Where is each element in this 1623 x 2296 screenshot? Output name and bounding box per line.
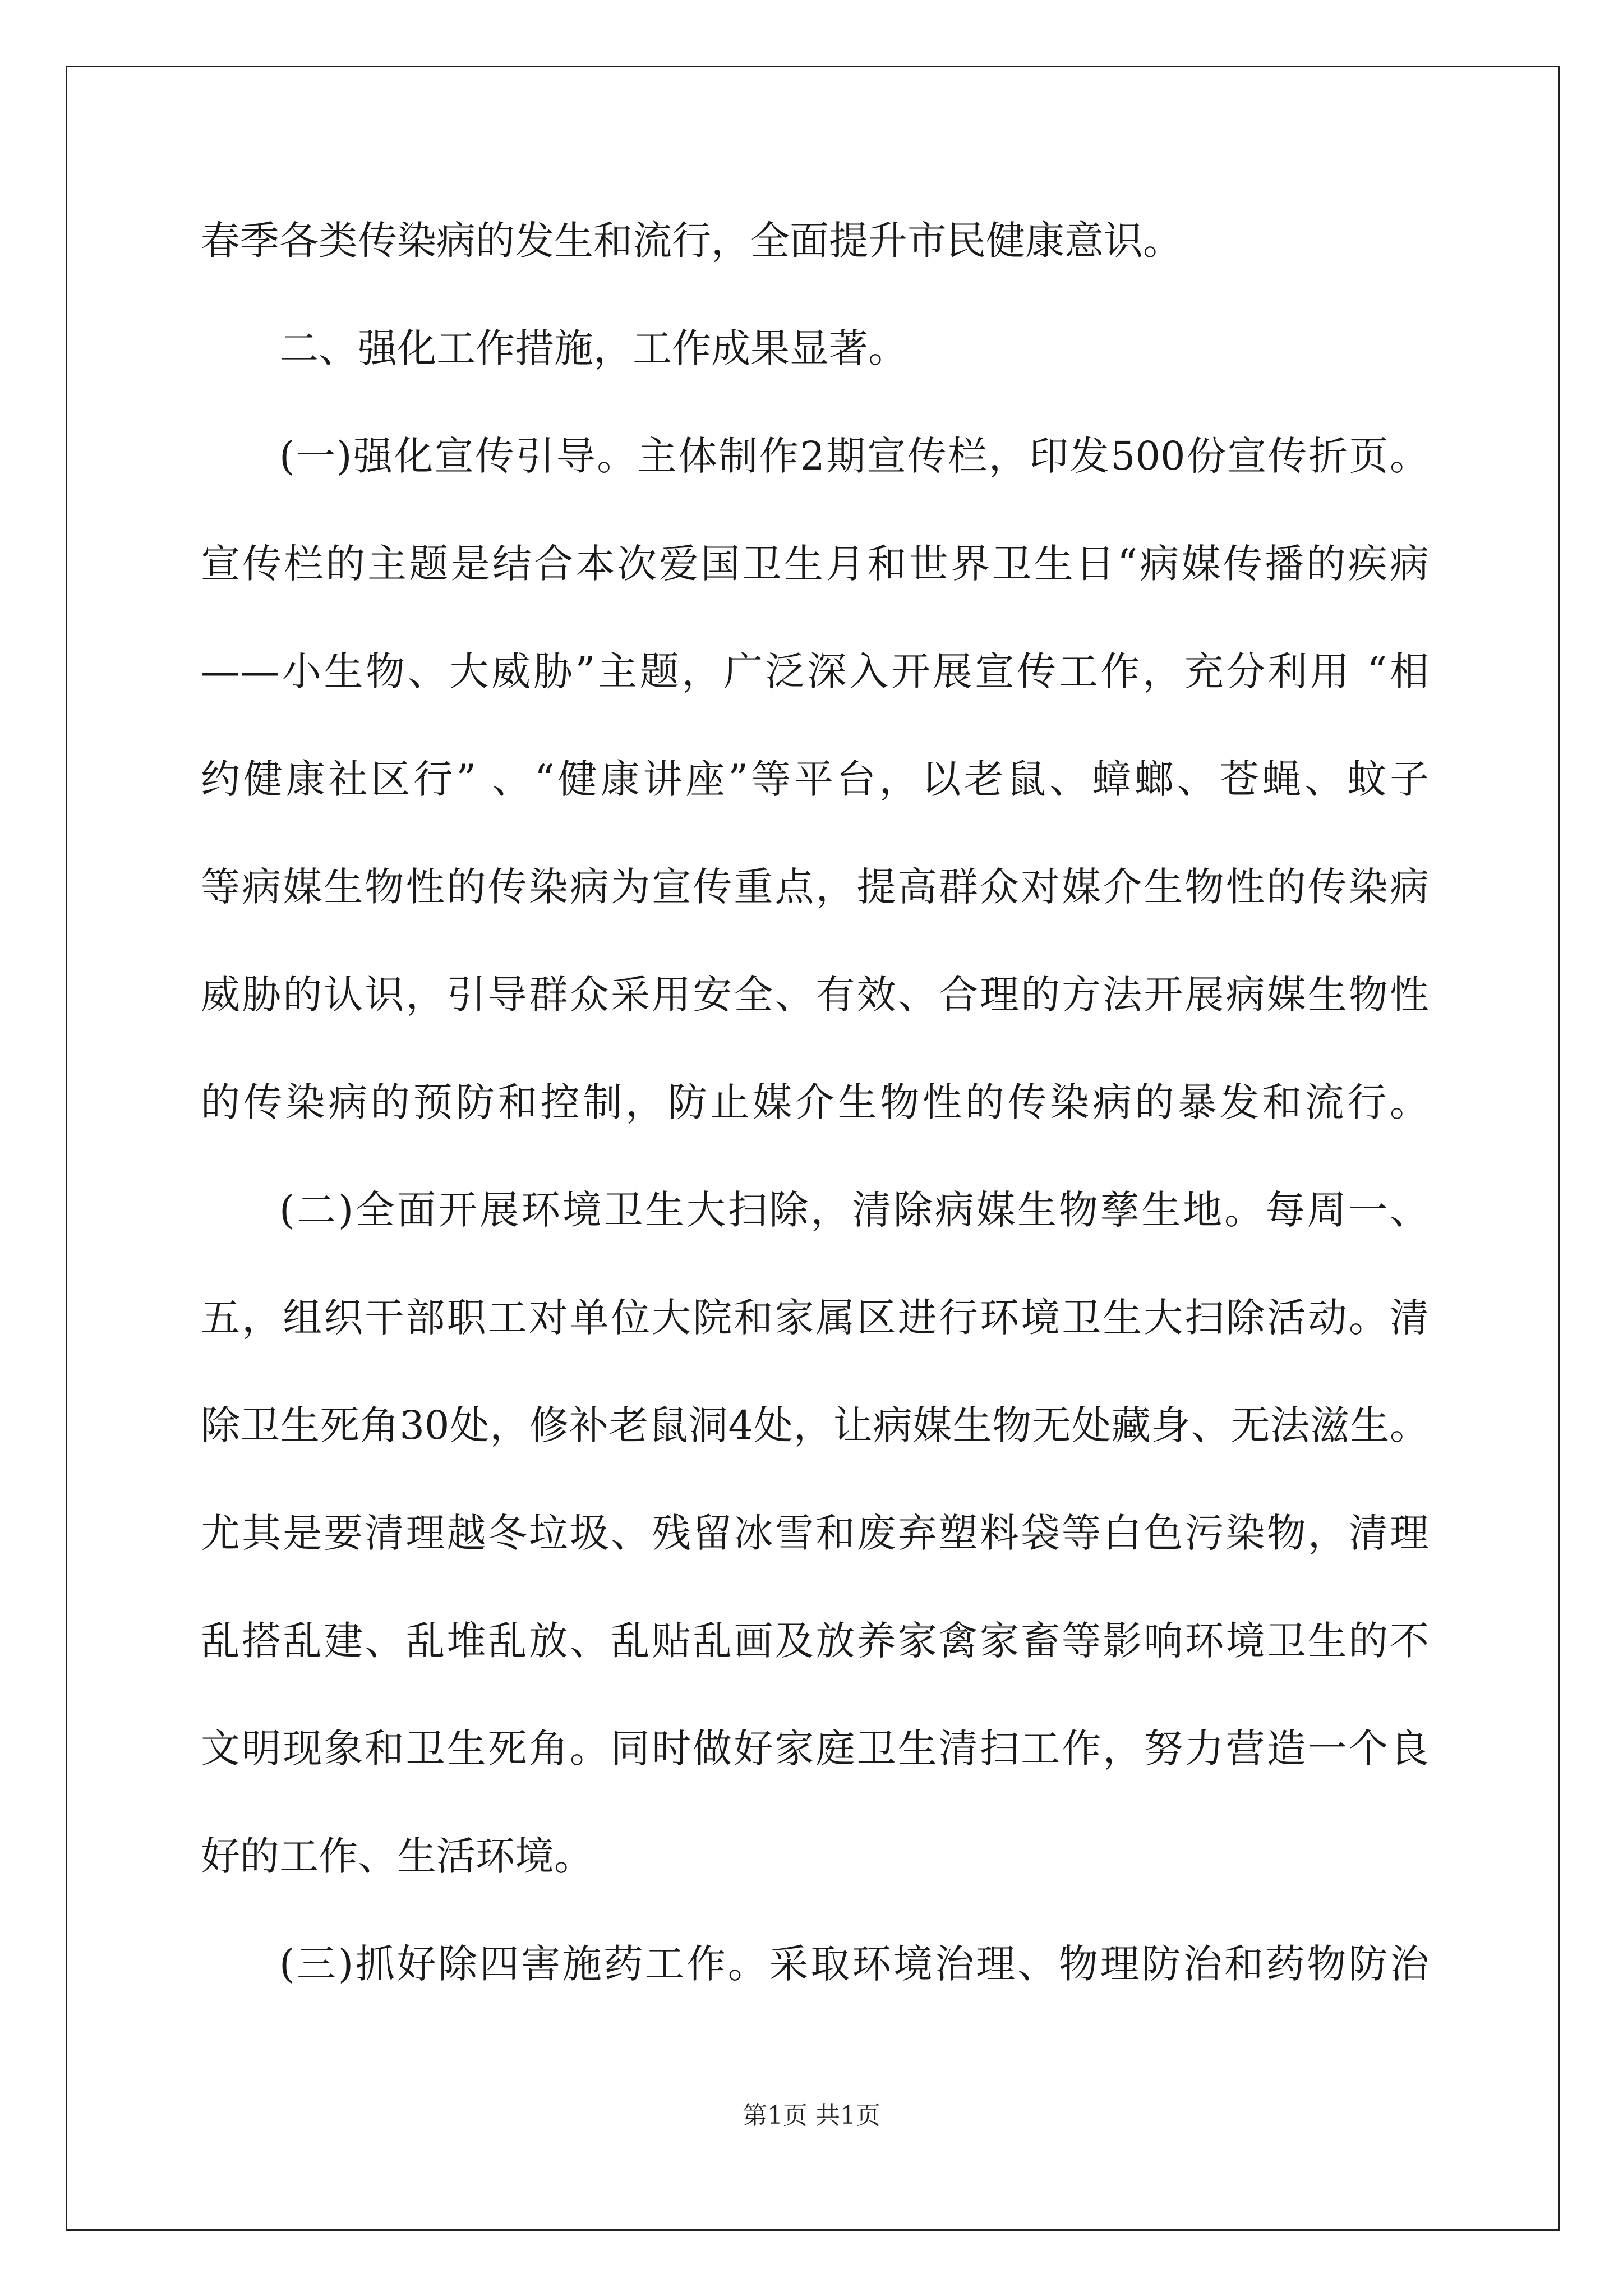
- text-line: (二)全面开展环境卫生大扫除，清除病媒生物孳生地。每周一、: [279, 1187, 1429, 1233]
- text-line: 春季各类传染病的发生和流行，全面提升市民健康意识。: [201, 218, 1182, 264]
- text-line: ——小生物、大威胁”主题，广泛深入开展宣传工作，充分利用 “相: [201, 648, 1429, 694]
- text-line: 五，组织干部职工对单位大院和家属区进行环境卫生大扫除活动。清: [201, 1295, 1429, 1341]
- page-footer: [0, 2099, 1623, 2133]
- text-line: 的传染病的预防和控制，防止媒介生物性的传染病的暴发和流行。: [201, 1079, 1429, 1125]
- document-body: [201, 216, 1429, 2047]
- text-line: 等病媒生物性的传染病为宣传重点，提高群众对媒介生物性的传染病: [201, 864, 1429, 910]
- text-line: 威胁的认识，引导群众采用安全、有效、合理的方法开展病媒生物性: [201, 972, 1429, 1018]
- text-line: 尤其是要清理越冬垃圾、残留冰雪和废弃塑料袋等白色污染物，清理: [201, 1510, 1429, 1556]
- text-line: (一)强化宣传引导。主体制作2期宣传栏，印发500份宣传折页。: [279, 433, 1429, 479]
- text-line: 文明现象和卫生死角。同时做好家庭卫生清扫工作，努力营造一个良: [201, 1726, 1429, 1772]
- text-line: 宣传栏的主题是结合本次爱国卫生月和世界卫生日“病媒传播的疾病: [201, 541, 1429, 587]
- text-line: 除卫生死角30处，修补老鼠洞4处，让病媒生物无处藏身、无法滋生。: [201, 1402, 1429, 1448]
- text-line: (三)抓好除四害施药工作。采取环境治理、物理防治和药物防治: [279, 1941, 1429, 1987]
- page-number: 第1页 共1页: [743, 2101, 880, 2130]
- text-line: 乱搭乱建、乱堆乱放、乱贴乱画及放养家禽家畜等影响环境卫生的不: [201, 1618, 1429, 1664]
- text-line: 好的工作、生活环境。: [201, 1833, 593, 1879]
- text-line: 二、强化工作措施，工作成果显著。: [279, 325, 907, 371]
- text-line: 约健康社区行” 、“健康讲座”等平台，以老鼠、蟑螂、苍蝇、蚊子: [201, 756, 1429, 802]
